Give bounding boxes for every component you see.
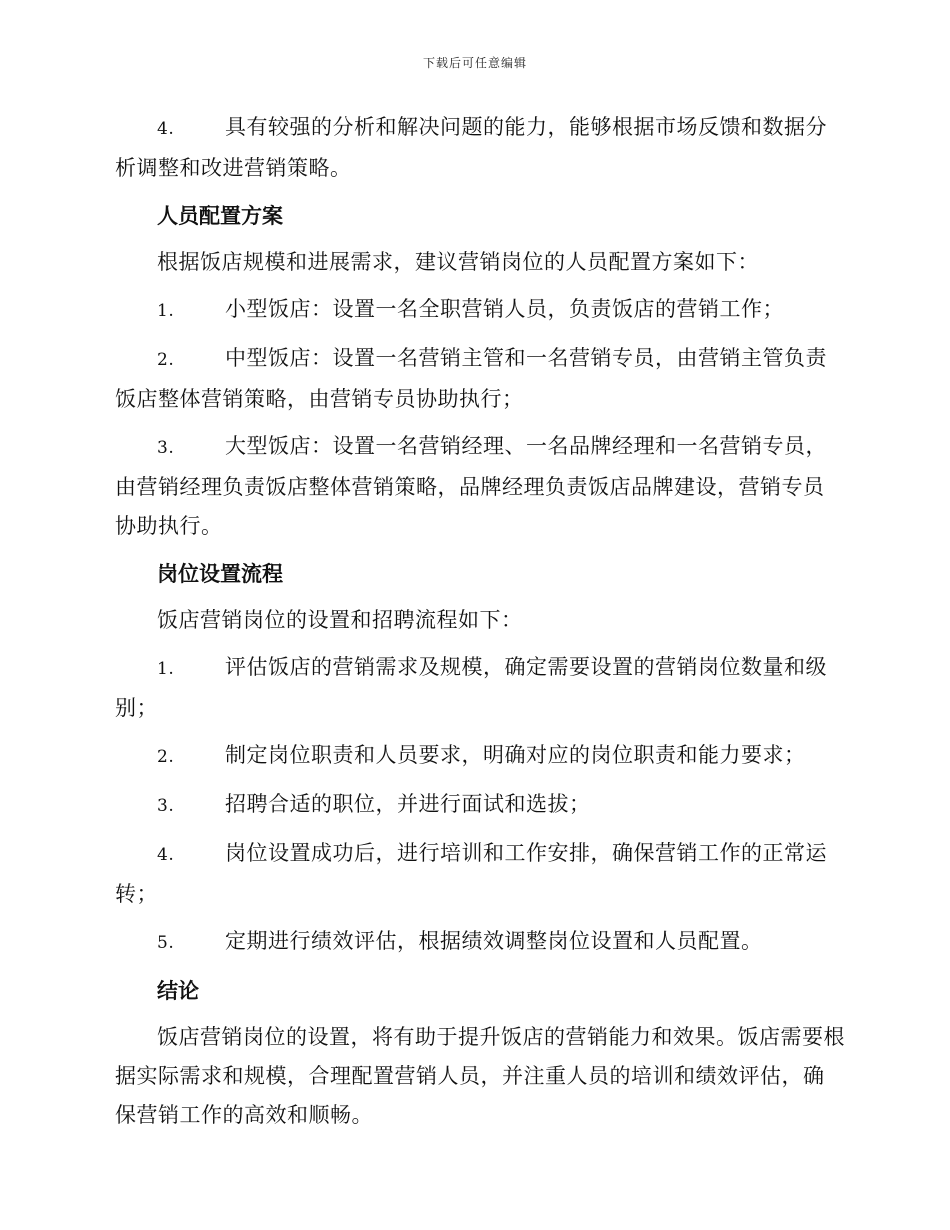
list-item-number: 4. <box>157 845 175 865</box>
list-item-text: 中型饭店：设置一名营销主管和一名营销专员，由营销主管负责饭店整体营销策略，由营销专员协助执行； <box>115 346 827 411</box>
list-item-number: 1. <box>157 301 175 321</box>
list-item-text: 大型饭店：设置一名营销经理、一名品牌经理和一名营销专员，由营销经理负责饭店整体营销策略，品牌经理负责饭店品牌建设，营销专员协助执行。 <box>115 434 827 538</box>
list-item-number: 2. <box>157 747 175 767</box>
list-item-number: 2. <box>157 350 175 370</box>
list-item <box>115 834 845 914</box>
list-item <box>115 108 845 188</box>
paragraph: 根据饭店规模和进展需求，建议营销岗位的人员配置方案如下： <box>157 250 759 274</box>
list-item-number: 4. <box>157 119 175 139</box>
paragraph: 饭店营销岗位的设置和招聘流程如下： <box>157 608 523 632</box>
list-item-text: 具有较强的分析和解决问题的能力，能够根据市场反馈和数据分析调整和改进营销策略。 <box>115 115 827 180</box>
page-header: 下载后可任意编辑 <box>422 56 527 70</box>
list-item <box>115 427 845 546</box>
list-item-number: 3. <box>157 796 175 816</box>
section-heading: 岗位设置流程 <box>157 561 283 586</box>
section-heading: 结论 <box>157 978 199 1003</box>
section-heading: 人员配置方案 <box>157 203 283 228</box>
list-item-text: 小型饭店：设置一名全职营销人员，负责饭店的营销工作； <box>225 297 784 321</box>
list-item-text: 制定岗位职责和人员要求，明确对应的岗位职责和能力要求； <box>225 743 806 767</box>
list-item <box>115 339 845 419</box>
document-body <box>115 108 845 1143</box>
list-item <box>115 736 845 777</box>
list-item-number: 3. <box>157 438 175 458</box>
list-item <box>115 785 845 826</box>
list-item-text: 评估饭店的营销需求及规模，确定需要设置的营销岗位数量和级别； <box>115 655 827 720</box>
list-item-text: 岗位设置成功后，进行培训和工作安排，确保营销工作的正常运转； <box>115 841 827 906</box>
list-item <box>115 290 845 331</box>
list-item <box>115 648 845 728</box>
list-item-text: 定期进行绩效评估，根据绩效调整岗位设置和人员配置。 <box>225 929 763 953</box>
paragraph: 饭店营销岗位的设置，将有助于提升饭店的营销能力和效果。饭店需要根据实际需求和规模，合理配置营销人员，并注重人员的培训和绩效评估，确保营销工作的高效和顺畅。 <box>115 1025 845 1127</box>
list-item <box>115 922 845 963</box>
list-item-number: 1. <box>157 659 175 679</box>
list-item-text: 招聘合适的职位，并进行面试和选拔； <box>225 792 591 816</box>
list-item-number: 5. <box>157 933 175 953</box>
